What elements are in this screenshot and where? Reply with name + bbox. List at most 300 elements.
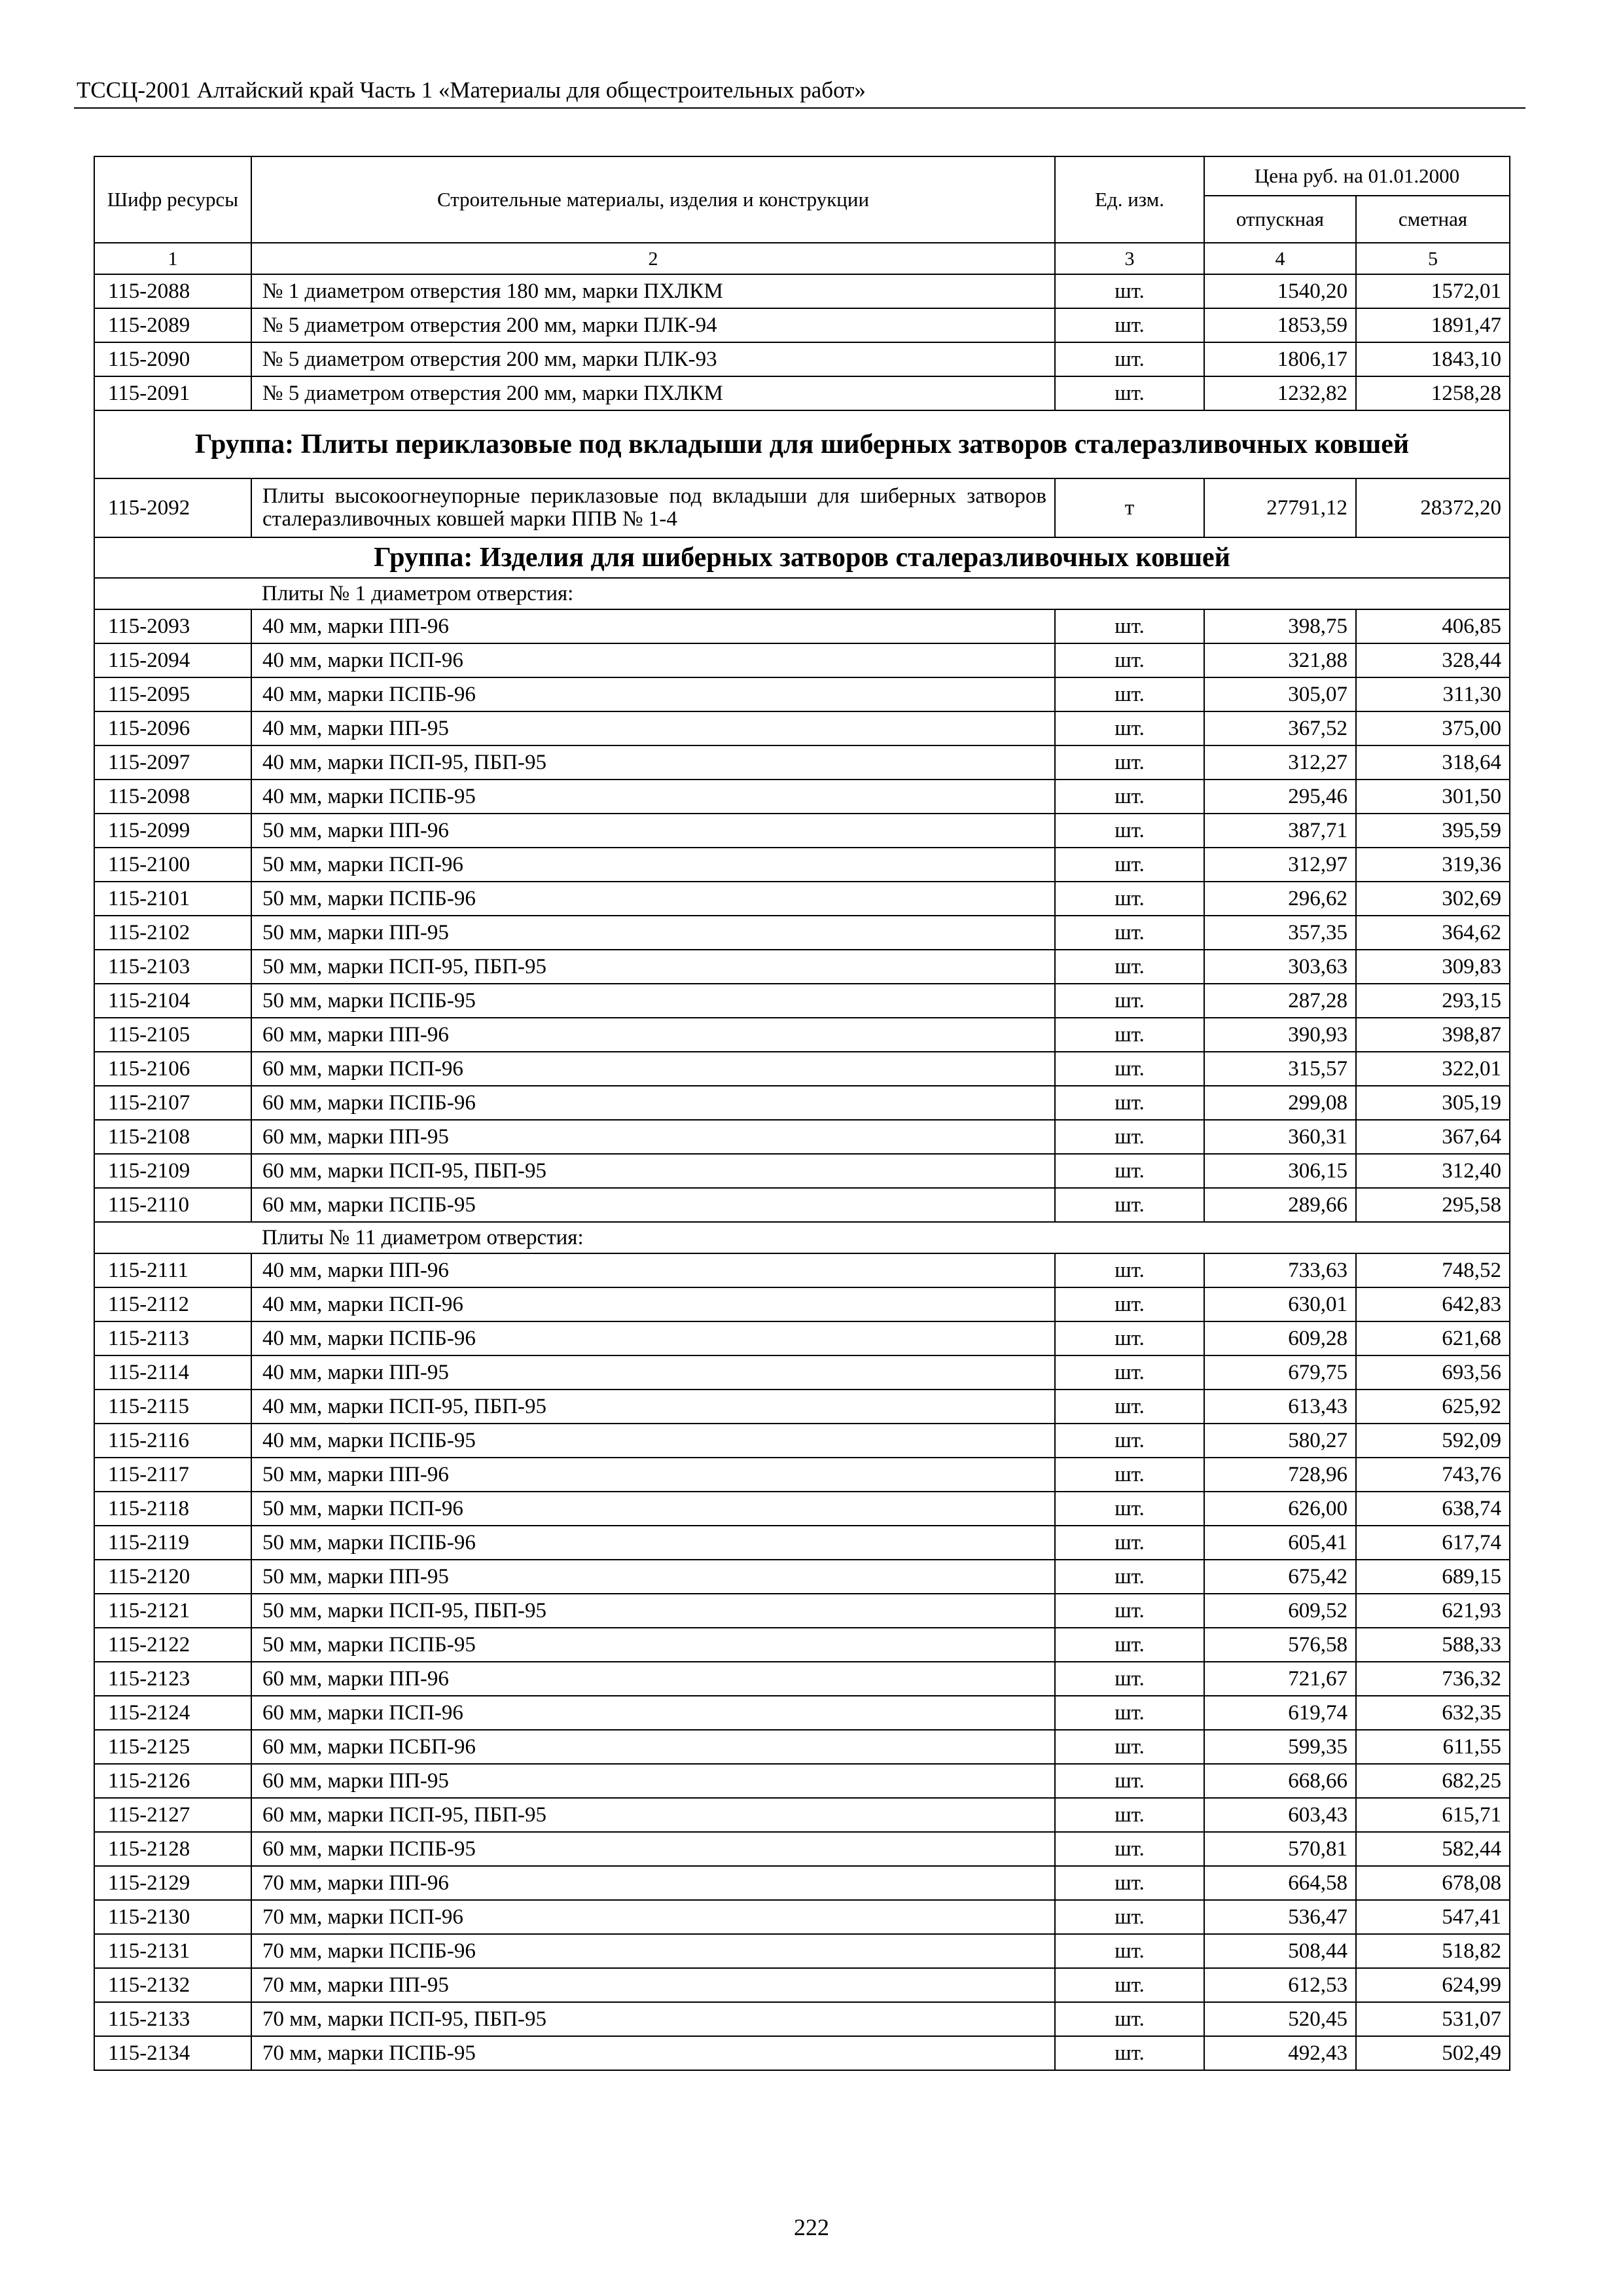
table-row [94,1628,1510,1662]
resource-code: 115-2093 [94,609,251,643]
unit: шт. [1055,677,1204,711]
material-name: 70 мм, марки ПСП-96 [251,1900,1055,1934]
material-name: 60 мм, марки ПСПБ-96 [251,1086,1055,1120]
table-row [94,1866,1510,1900]
resource-code: 115-2090 [94,342,251,376]
resource-code: 115-2101 [94,882,251,916]
release-price: 303,63 [1204,950,1356,984]
release-price: 295,46 [1204,780,1356,814]
release-price: 398,75 [1204,609,1356,643]
unit: шт. [1055,882,1204,916]
resource-code: 115-2133 [94,2002,251,2036]
unit: шт. [1055,1321,1204,1355]
release-price: 576,58 [1204,1628,1356,1662]
unit: шт. [1055,1764,1204,1798]
unit: шт. [1055,1696,1204,1730]
estimate-price: 642,83 [1356,1287,1510,1321]
material-name: 70 мм, марки ПП-95 [251,1968,1055,2002]
table-row [94,1390,1510,1424]
unit: шт. [1055,1866,1204,1900]
table-row [94,1832,1510,1866]
release-price: 609,52 [1204,1594,1356,1628]
table-row [94,1526,1510,1560]
material-name: 40 мм, марки ПСПБ-95 [251,780,1055,814]
resource-code: 115-2092 [94,478,251,537]
material-name: 50 мм, марки ПП-96 [251,814,1055,848]
table-row [94,984,1510,1018]
material-name: 40 мм, марки ПП-96 [251,1253,1055,1287]
release-price: 613,43 [1204,1390,1356,1424]
table-row [94,1900,1510,1934]
resource-code: 115-2121 [94,1594,251,1628]
table-row [94,1968,1510,2002]
material-name: 70 мм, марки ПСПБ-95 [251,2036,1055,2070]
material-name: № 5 диаметром отверстия 200 мм, марки ПХЛКМ [251,376,1055,410]
unit: шт. [1055,274,1204,308]
material-name: 40 мм, марки ПСПБ-95 [251,1424,1055,1458]
table-row [94,848,1510,882]
table-row [94,780,1510,814]
resource-code: 115-2100 [94,848,251,882]
unit: шт. [1055,1832,1204,1866]
resource-code: 115-2129 [94,1866,251,1900]
material-name: 50 мм, марки ПСПБ-95 [251,984,1055,1018]
table-row [94,1154,1510,1188]
table-row [94,1120,1510,1154]
table-row [94,1086,1510,1120]
resource-code: 115-2105 [94,1018,251,1052]
group-heading: Группа: Изделия для шиберных затворов сталеразливочных ковшей [94,537,1510,578]
material-name: 40 мм, марки ПСП-96 [251,1287,1055,1321]
material-name: 50 мм, марки ПСПБ-96 [251,882,1055,916]
release-price: 289,66 [1204,1188,1356,1222]
estimate-price: 312,40 [1356,1154,1510,1188]
estimate-price: 582,44 [1356,1832,1510,1866]
unit: шт. [1055,308,1204,342]
resource-code: 115-2102 [94,916,251,950]
unit: шт. [1055,2036,1204,2070]
unit: шт. [1055,1560,1204,1594]
table-row [94,1287,1510,1321]
estimate-price: 682,25 [1356,1764,1510,1798]
release-price: 367,52 [1204,711,1356,745]
table-row [94,274,1510,308]
subgroup-heading: Плиты № 1 диаметром отверстия: [251,578,1510,609]
unit: шт. [1055,1968,1204,2002]
unit: шт. [1055,342,1204,376]
material-name: 60 мм, марки ПСП-95, ПБП-95 [251,1798,1055,1832]
empty-cell [94,1222,251,1253]
resource-code: 115-2106 [94,1052,251,1086]
table-row [94,2036,1510,2070]
resource-code: 115-2098 [94,780,251,814]
table-row [94,1188,1510,1222]
table-header-row [94,156,1510,196]
release-price: 728,96 [1204,1458,1356,1492]
estimate-price: 311,30 [1356,677,1510,711]
estimate-price: 624,99 [1356,1968,1510,2002]
header-unit: Ед. изм. [1055,156,1204,243]
estimate-price: 319,36 [1356,848,1510,882]
release-price: 357,35 [1204,916,1356,950]
resource-code: 115-2126 [94,1764,251,1798]
table-row [94,814,1510,848]
subgroup-row [94,1222,1510,1253]
release-price: 387,71 [1204,814,1356,848]
estimate-price: 364,62 [1356,916,1510,950]
release-price: 570,81 [1204,1832,1356,1866]
unit: шт. [1055,1120,1204,1154]
resource-code: 115-2088 [94,274,251,308]
release-price: 492,43 [1204,2036,1356,2070]
material-name: 40 мм, марки ПСП-95, ПБП-95 [251,745,1055,780]
release-price: 626,00 [1204,1492,1356,1526]
estimate-price: 693,56 [1356,1355,1510,1390]
table-row [94,478,1510,537]
release-price: 1853,59 [1204,308,1356,342]
table-row [94,1355,1510,1390]
unit: шт. [1055,1424,1204,1458]
release-price: 508,44 [1204,1934,1356,1968]
table-row [94,677,1510,711]
resource-code: 115-2096 [94,711,251,745]
table-row [94,1492,1510,1526]
estimate-price: 632,35 [1356,1696,1510,1730]
table-row [94,950,1510,984]
column-number: 1 [94,243,251,274]
unit: шт. [1055,1492,1204,1526]
estimate-price: 736,32 [1356,1662,1510,1696]
unit: шт. [1055,1188,1204,1222]
unit: шт. [1055,1018,1204,1052]
table-row [94,643,1510,677]
material-name: Плиты высокоогнеупорные периклазовые под вкладыши для шиберных затворов сталеразливочных ковшей марки ППВ № 1-4 [251,478,1055,537]
estimate-price: 305,19 [1356,1086,1510,1120]
resource-code: 115-2127 [94,1798,251,1832]
subgroup-row [94,578,1510,609]
release-price: 664,58 [1204,1866,1356,1900]
group-heading: Группа: Плиты периклазовые под вкладыши для шиберных затворов сталеразливочных ковшей [94,410,1510,478]
header-name: Строительные материалы, изделия и конструкции [251,156,1055,243]
release-price: 1806,17 [1204,342,1356,376]
release-price: 721,67 [1204,1662,1356,1696]
unit: шт. [1055,1730,1204,1764]
column-number-row [94,243,1510,274]
estimate-price: 293,15 [1356,984,1510,1018]
release-price: 27791,12 [1204,478,1356,537]
estimate-price: 1572,01 [1356,274,1510,308]
table-row [94,745,1510,780]
estimate-price: 621,93 [1356,1594,1510,1628]
material-name: 50 мм, марки ПСП-96 [251,1492,1055,1526]
release-price: 1540,20 [1204,274,1356,308]
release-price: 630,01 [1204,1287,1356,1321]
resource-code: 115-2114 [94,1355,251,1390]
resource-code: 115-2125 [94,1730,251,1764]
estimate-price: 748,52 [1356,1253,1510,1287]
material-name: 60 мм, марки ПСП-96 [251,1696,1055,1730]
release-price: 360,31 [1204,1120,1356,1154]
material-name: 40 мм, марки ПП-96 [251,609,1055,643]
unit: шт. [1055,950,1204,984]
unit: шт. [1055,1458,1204,1492]
release-price: 679,75 [1204,1355,1356,1390]
resource-code: 115-2109 [94,1154,251,1188]
estimate-price: 611,55 [1356,1730,1510,1764]
unit: шт. [1055,2002,1204,2036]
unit: шт. [1055,745,1204,780]
table-row [94,1052,1510,1086]
resource-code: 115-2089 [94,308,251,342]
release-price: 299,08 [1204,1086,1356,1120]
material-name: 60 мм, марки ПП-95 [251,1764,1055,1798]
unit: шт. [1055,711,1204,745]
resource-code: 115-2134 [94,2036,251,2070]
material-name: 40 мм, марки ПСП-95, ПБП-95 [251,1390,1055,1424]
resource-code: 115-2104 [94,984,251,1018]
table-row [94,1730,1510,1764]
estimate-price: 743,76 [1356,1458,1510,1492]
release-price: 296,62 [1204,882,1356,916]
table-row [94,711,1510,745]
estimate-price: 1258,28 [1356,376,1510,410]
table-row [94,1424,1510,1458]
group-heading-row [94,410,1510,478]
release-price: 305,07 [1204,677,1356,711]
table-row [94,1458,1510,1492]
release-price: 733,63 [1204,1253,1356,1287]
release-price: 315,57 [1204,1052,1356,1086]
release-price: 603,43 [1204,1798,1356,1832]
subgroup-heading: Плиты № 11 диаметром отверстия: [251,1222,1510,1253]
estimate-price: 547,41 [1356,1900,1510,1934]
release-price: 599,35 [1204,1730,1356,1764]
table-row [94,308,1510,342]
release-price: 520,45 [1204,2002,1356,2036]
table-row [94,882,1510,916]
material-name: 60 мм, марки ПСП-95, ПБП-95 [251,1154,1055,1188]
unit: шт. [1055,1900,1204,1934]
unit: шт. [1055,1052,1204,1086]
material-name: 60 мм, марки ПСПБ-95 [251,1188,1055,1222]
estimate-price: 302,69 [1356,882,1510,916]
resource-code: 115-2099 [94,814,251,848]
resource-code: 115-2097 [94,745,251,780]
resource-code: 115-2119 [94,1526,251,1560]
material-name: № 1 диаметром отверстия 180 мм, марки ПХЛКМ [251,274,1055,308]
table-row [94,1018,1510,1052]
resource-code: 115-2111 [94,1253,251,1287]
estimate-price: 621,68 [1356,1321,1510,1355]
resource-code: 115-2112 [94,1287,251,1321]
empty-cell [94,578,251,609]
release-price: 536,47 [1204,1900,1356,1934]
estimate-price: 1843,10 [1356,342,1510,376]
release-price: 312,97 [1204,848,1356,882]
unit: шт. [1055,1594,1204,1628]
release-price: 619,74 [1204,1696,1356,1730]
material-name: 50 мм, марки ПП-96 [251,1458,1055,1492]
material-name: 50 мм, марки ПП-95 [251,1560,1055,1594]
resource-code: 115-2131 [94,1934,251,1968]
table-row [94,916,1510,950]
unit: шт. [1055,814,1204,848]
estimate-price: 328,44 [1356,643,1510,677]
unit: шт. [1055,780,1204,814]
column-number: 5 [1356,243,1510,274]
column-number: 4 [1204,243,1356,274]
material-name: 40 мм, марки ПСПБ-96 [251,677,1055,711]
estimate-price: 322,01 [1356,1052,1510,1086]
estimate-price: 592,09 [1356,1424,1510,1458]
material-name: 50 мм, марки ПСПБ-95 [251,1628,1055,1662]
unit: шт. [1055,1154,1204,1188]
material-name: 50 мм, марки ПСПБ-96 [251,1526,1055,1560]
material-name: 60 мм, марки ПП-95 [251,1120,1055,1154]
table-row [94,1560,1510,1594]
unit: шт. [1055,376,1204,410]
estimate-price: 689,15 [1356,1560,1510,1594]
release-price: 605,41 [1204,1526,1356,1560]
resource-code: 115-2122 [94,1628,251,1662]
material-name: 40 мм, марки ПСПБ-96 [251,1321,1055,1355]
unit: шт. [1055,848,1204,882]
table-row [94,609,1510,643]
table-row [94,1696,1510,1730]
estimate-price: 518,82 [1356,1934,1510,1968]
material-name: 60 мм, марки ПСП-96 [251,1052,1055,1086]
resource-code: 115-2124 [94,1696,251,1730]
material-name: 70 мм, марки ПСП-95, ПБП-95 [251,2002,1055,2036]
estimate-price: 395,59 [1356,814,1510,848]
unit: шт. [1055,1934,1204,1968]
estimate-price: 531,07 [1356,2002,1510,2036]
resource-code: 115-2120 [94,1560,251,1594]
resource-code: 115-2103 [94,950,251,984]
table-row [94,1934,1510,1968]
material-name: 40 мм, марки ПП-95 [251,1355,1055,1390]
resource-code: 115-2107 [94,1086,251,1120]
resource-code: 115-2108 [94,1120,251,1154]
header-release-price: отпускная [1204,196,1356,243]
estimate-price: 588,33 [1356,1628,1510,1662]
table-row [94,376,1510,410]
unit: шт. [1055,1086,1204,1120]
resource-code: 115-2128 [94,1832,251,1866]
resource-code: 115-2095 [94,677,251,711]
resource-code: 115-2110 [94,1188,251,1222]
material-name: 60 мм, марки ПП-96 [251,1662,1055,1696]
resource-code: 115-2116 [94,1424,251,1458]
estimate-price: 678,08 [1356,1866,1510,1900]
material-name: № 5 диаметром отверстия 200 мм, марки ПЛК-93 [251,342,1055,376]
estimate-price: 375,00 [1356,711,1510,745]
page-number: 222 [794,2214,829,2240]
table-row [94,342,1510,376]
unit: шт. [1055,1628,1204,1662]
table-row [94,1321,1510,1355]
material-name: 60 мм, марки ПСПБ-95 [251,1832,1055,1866]
estimate-price: 367,64 [1356,1120,1510,1154]
resource-code: 115-2094 [94,643,251,677]
header-price: Цена руб. на 01.01.2000 [1204,156,1510,196]
release-price: 609,28 [1204,1321,1356,1355]
page-header [74,73,1525,109]
estimate-price: 1891,47 [1356,308,1510,342]
table-row [94,1662,1510,1696]
resource-code: 115-2118 [94,1492,251,1526]
estimate-price: 301,50 [1356,780,1510,814]
unit: шт. [1055,1287,1204,1321]
release-price: 1232,82 [1204,376,1356,410]
release-price: 306,15 [1204,1154,1356,1188]
unit: шт. [1055,643,1204,677]
group-heading-row [94,537,1510,578]
material-name: 70 мм, марки ПП-96 [251,1866,1055,1900]
table-row [94,1594,1510,1628]
column-number: 3 [1055,243,1204,274]
material-name: 70 мм, марки ПСПБ-96 [251,1934,1055,1968]
material-name: № 5 диаметром отверстия 200 мм, марки ПЛК-94 [251,308,1055,342]
price-table [94,156,1510,2071]
resource-code: 115-2117 [94,1458,251,1492]
release-price: 321,88 [1204,643,1356,677]
resource-code: 115-2123 [94,1662,251,1696]
material-name: 40 мм, марки ПСП-96 [251,643,1055,677]
table-row [94,1764,1510,1798]
material-name: 40 мм, марки ПП-95 [251,711,1055,745]
material-name: 50 мм, марки ПСП-96 [251,848,1055,882]
estimate-price: 318,64 [1356,745,1510,780]
unit: шт. [1055,1355,1204,1390]
table-row [94,1253,1510,1287]
resource-code: 115-2130 [94,1900,251,1934]
material-name: 50 мм, марки ПСП-95, ПБП-95 [251,1594,1055,1628]
estimate-price: 406,85 [1356,609,1510,643]
unit: шт. [1055,1798,1204,1832]
estimate-price: 502,49 [1356,2036,1510,2070]
unit: т [1055,478,1204,537]
material-name: 60 мм, марки ПСБП-96 [251,1730,1055,1764]
header-estimate-price: сметная [1356,196,1510,243]
unit: шт. [1055,1253,1204,1287]
unit: шт. [1055,1526,1204,1560]
table-row [94,1798,1510,1832]
column-number: 2 [251,243,1055,274]
material-name: 60 мм, марки ПП-96 [251,1018,1055,1052]
unit: шт. [1055,984,1204,1018]
unit: шт. [1055,609,1204,643]
resource-code: 115-2132 [94,1968,251,2002]
release-price: 390,93 [1204,1018,1356,1052]
material-name: 50 мм, марки ПП-95 [251,916,1055,950]
estimate-price: 625,92 [1356,1390,1510,1424]
release-price: 312,27 [1204,745,1356,780]
unit: шт. [1055,1662,1204,1696]
estimate-price: 28372,20 [1356,478,1510,537]
release-price: 287,28 [1204,984,1356,1018]
estimate-price: 615,71 [1356,1798,1510,1832]
release-price: 675,42 [1204,1560,1356,1594]
estimate-price: 398,87 [1356,1018,1510,1052]
material-name: 50 мм, марки ПСП-95, ПБП-95 [251,950,1055,984]
resource-code: 115-2091 [94,376,251,410]
unit: шт. [1055,916,1204,950]
unit: шт. [1055,1390,1204,1424]
resource-code: 115-2113 [94,1321,251,1355]
table-row [94,2002,1510,2036]
release-price: 668,66 [1204,1764,1356,1798]
